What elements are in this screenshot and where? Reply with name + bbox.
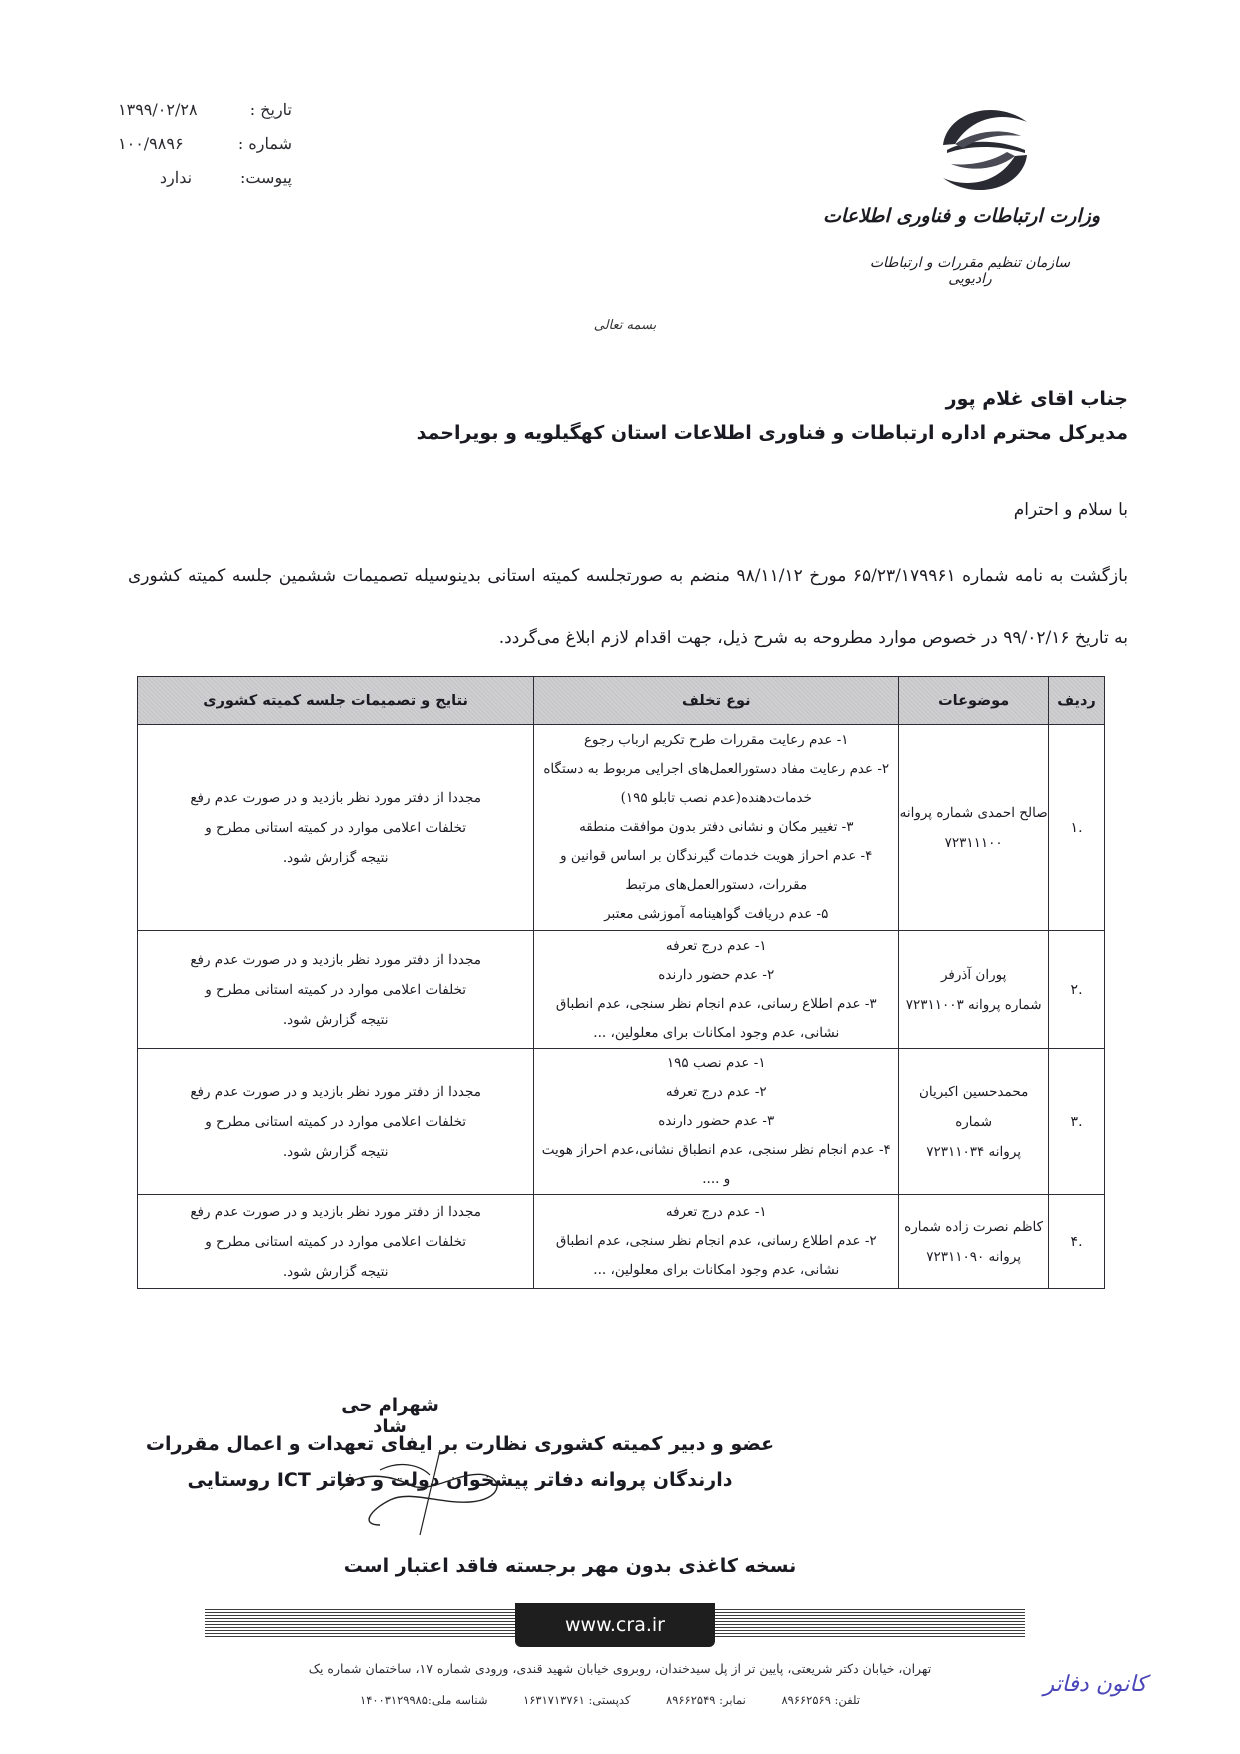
date-row [112,92,292,126]
subject-line: پروانه ۷۲۳۱۱۰۳۴ [926,1143,1022,1160]
result-line: تخلفات اعلامی موارد در کمیته استانی مطرح و [205,819,467,836]
row-subject [899,1195,1049,1289]
addressee [228,382,1128,450]
row-result [138,1195,534,1289]
row-index: .۱ [1049,725,1105,931]
violation-line: ۱- عدم رعایت مقررات طرح تکریم ارباب رجوع [583,732,849,748]
violation-line: ۱- عدم درج تعرفه [665,1204,767,1220]
table-row [138,725,1105,931]
violation-line: ۵- عدم دریافت گواهینامه آموزشی معتبر [604,906,829,922]
footer-stripes [205,1609,545,1639]
letter-meta [112,92,292,194]
violation-line: ۳- عدم حضور دارنده [658,1113,775,1129]
body-paragraph: بازگشت به نامه شماره ۶۵/۲۳/۱۷۹۹۶۱ مورخ ۹۸/۱۱/۱۲ منضم به صورتجلسه کمیته استانی بدینوسیله تصمیمات ششمین جلسه کمیته کشوری به تاریخ ۹۹/۰۲/۱۶ در خصوص موارد مطروحه به شرح ذیل، جهت اقدام لازم ابلاغ می‌گردد. [128,566,1128,648]
result-line: نتیجه گزارش شود. [282,1011,389,1028]
footer-fax: نمابر: ۸۹۶۶۲۵۴۹ [666,1693,746,1707]
addressee-title: مدیرکل محترم اداره ارتباطات و فناوری اطلاعات استان کهگیلویه و بویراحمد [416,422,1128,444]
date-value: ۱۳۹۹/۰۲/۲۸ [118,99,198,119]
signatory-title-line: عضو و دبیر کمیته کشوری نظارت بر ایفای تعهدات و اعمال مقررات [145,1433,775,1455]
handwritten-note: کانون دفاتر [1043,1672,1147,1697]
violation-line: ۱- عدم نصب ۱۹۵ [666,1055,766,1071]
header-index: ردیف [1049,677,1105,725]
row-result [138,725,534,931]
ministry-name: وزارت ارتباطات و فناوری اطلاعات [823,205,1100,227]
number-row [112,126,292,160]
header-violation: نوع تخلف [534,677,899,725]
footer-national-id: شناسه ملی:۱۴۰۰۳۱۲۹۹۸۵ [360,1693,488,1707]
attachment-value: ندارد [159,167,193,187]
violation-line: ۱- عدم درج تعرفه [665,937,767,954]
result-line: تخلفات اعلامی موارد در کمیته استانی مطرح و [205,1113,467,1130]
signatory-name: شهرام حی شاد [341,1395,439,1437]
organization-name: سازمان تنظیم مقررات و ارتباطات رادیویی [869,255,1071,287]
handwritten-signature-icon [320,1430,520,1540]
footer-phone: تلفن: ۸۹۶۶۲۵۶۹ [781,1693,860,1707]
row-violations [534,931,899,1049]
subject-line: پوران آذرفر [940,966,1007,983]
number-label: شماره : [237,133,292,153]
violation-line: ۳- عدم اطلاع رسانی، عدم انجام نظر سنجی، عدم انطباق [555,995,877,1012]
subject-line: شماره پروانه ۷۲۳۱۱۰۰۳ [905,996,1042,1013]
result-line: نتیجه گزارش شود. [282,1143,389,1160]
row-index: .۳ [1049,1049,1105,1195]
result-line: نتیجه گزارش شود. [282,1263,389,1280]
violation-line: و .... [702,1171,731,1187]
result-line: مجددا از دفتر مورد نظر بازدید و در صورت عدم رفع [190,951,481,968]
number-value: ۱۰۰/۹۸۹۶ [118,133,184,153]
row-violations [534,1195,899,1289]
subject-line: پروانه ۷۲۳۱۱۰۹۰ [926,1248,1022,1265]
table-row [138,1195,1105,1289]
violation-line: ۴- عدم انجام نظر سنجی، عدم انطباق نشانی،عدم احراز هویت [541,1142,891,1158]
result-line: تخلفات اعلامی موارد در کمیته استانی مطرح و [205,981,467,998]
footer-stripes [685,1609,1025,1639]
result-line: مجددا از دفتر مورد نظر بازدید و در صورت عدم رفع [190,1083,481,1100]
greeting: با سلام و احترام [1013,500,1128,520]
row-index: .۴ [1049,1195,1105,1289]
row-violations [534,725,899,931]
header-result: نتایج و تصمیمات جلسه کمیته کشوری [138,677,534,725]
signatory-title-line: دارندگان پروانه دفاتر پیشخوان دولت و دفاتر ICT روستایی [187,1469,733,1491]
footer-contacts [360,1693,860,1707]
attachment-label: پیوست: [239,167,292,187]
validity-warning: نسخه کاغذی بدون مهر برجسته فاقد اعتبار است [343,1555,797,1577]
date-label: تاریخ : [249,99,292,119]
basmala: بسمه تعالی [593,318,657,333]
violation-line: نشانی، عدم وجود امکانات برای معلولین، ... [593,1262,840,1278]
violation-line: مقررات، دستورالعمل‌های مرتبط [625,877,808,893]
row-result [138,1049,534,1195]
row-subject [899,931,1049,1049]
table-header-row [138,677,1105,725]
violation-line: ۲- عدم حضور دارنده [658,966,775,983]
row-index: .۲ [1049,931,1105,1049]
attachment-row [112,160,292,194]
violation-line: ۲- عدم درج تعرفه [665,1084,767,1100]
violation-line: ۴- عدم احراز هویت خدمات گیرندگان بر اساس قوانین و [560,848,873,864]
addressee-name: جناب اقای غلام پور [945,388,1128,410]
violation-line: ۳- تغییر مکان و نشانی دفتر بدون موافقت منطقه [579,819,854,835]
violation-line: خدمات‌دهنده(عدم نصب تابلو ۱۹۵) [620,790,812,806]
violation-line: نشانی، عدم وجود امکانات برای معلولین، ... [593,1024,840,1041]
result-line: مجددا از دفتر مورد نظر بازدید و در صورت عدم رفع [190,1203,481,1220]
decisions-table [137,676,1105,1289]
row-subject [899,1049,1049,1195]
result-line: تخلفات اعلامی موارد در کمیته استانی مطرح و [205,1233,467,1250]
subject-line: محمدحسین اکبریان شماره [918,1083,1029,1130]
subject-line: صالح احمدی شماره پروانه [899,804,1048,821]
row-violations [534,1049,899,1195]
footer-bar [205,1603,1025,1647]
footer-postal-code: کدپستی: ۱۶۳۱۷۱۳۷۶۱ [523,1693,631,1707]
table-row [138,1049,1105,1195]
header-subject: موضوعات [899,677,1049,725]
result-line: مجددا از دفتر مورد نظر بازدید و در صورت عدم رفع [190,789,481,806]
subject-line: ۷۲۳۱۱۱۰۰ [944,834,1003,851]
table-row [138,931,1105,1049]
website-link[interactable]: www.cra.ir [515,1603,715,1647]
violation-line: ۲- عدم اطلاع رسانی، عدم انجام نظر سنجی، عدم انطباق [555,1233,877,1249]
row-subject [899,725,1049,931]
subject-line: کاظم نصرت زاده شماره [904,1218,1044,1235]
result-line: نتیجه گزارش شود. [282,849,389,866]
row-result [138,931,534,1049]
violation-line: ۲- عدم رعایت مفاد دستورالعمل‌های اجرایی مربوط به دستگاه [543,761,890,777]
cra-logo-icon [925,100,1045,200]
footer-address: تهران، خیابان دکتر شریعتی، پایین تر از پل سیدخندان، روبروی خیابان شهید قندی، ورودی شماره ۱۷، ساختمان شماره یک [308,1661,932,1676]
